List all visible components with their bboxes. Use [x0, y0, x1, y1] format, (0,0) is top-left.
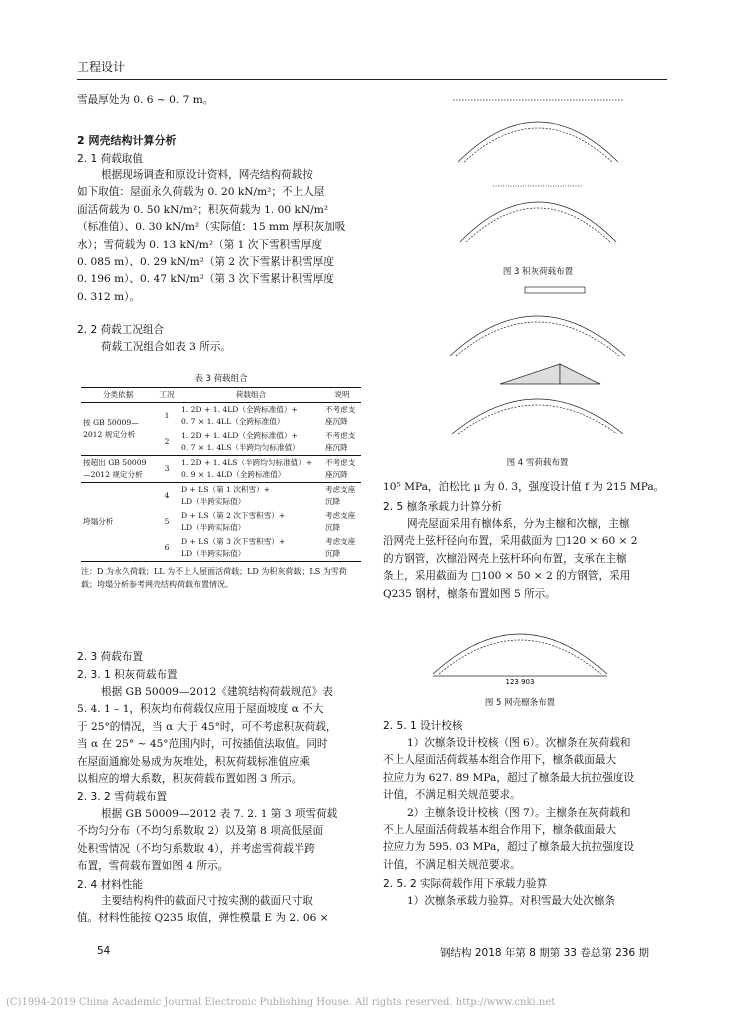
text-line: （标准值）、0. 30 kN/m²（实际值：15 mm 厚积灰加吸 — [77, 221, 346, 234]
text-line: 根据 GB 50009—2012《建筑结构荷载规范》表 — [101, 686, 333, 698]
design-check-paragraph — [383, 735, 673, 874]
cell-case: 2 — [164, 437, 170, 446]
section-2-5-1-title: 2. 5. 1 设计校核 — [383, 720, 463, 732]
cell-combo — [179, 483, 323, 510]
cell-case: 3 — [155, 456, 179, 483]
text-line: 于 25°的情况，当 α 大于 45°时，可不考虑积灰荷载， — [77, 720, 337, 733]
cell-basis: 垮塌分析 — [81, 483, 155, 562]
combo-line: 1. 2D + 1. 4LD（全跨标准值）+ — [181, 405, 298, 414]
combo-line: LD（半跨实际值） — [181, 497, 246, 506]
text-line: 条上，采用截面为 □100 × 50 × 2 的方钢管，采用 — [383, 570, 631, 583]
material-continued — [383, 479, 673, 496]
fig3-upper-arch — [453, 100, 623, 162]
col-header-combo: 荷载组合 — [179, 388, 323, 403]
text-line: 以相应的增大系数，积灰荷载布置如图 3 所示。 — [77, 772, 303, 785]
text-line: 计值，不满足相关规范要求。 — [383, 789, 521, 802]
text-line: 网壳屋面采用有檩体系，分为主檩和次檩，主檩 — [407, 518, 630, 530]
load-values-paragraph — [77, 167, 365, 306]
cell-case: 4 — [155, 483, 179, 510]
combo-line: LD（半跨实际值） — [181, 523, 246, 532]
cell-basis: 按 GB 50009—2012 规定分析 — [83, 418, 139, 439]
table-3-note: 注：D 为永久荷载；LL 为不上人屋面活荷载；LD 为积灰荷载；LS 为雪荷载；垮塌分析参考网壳结构荷载布置情况。 — [81, 567, 347, 589]
text-line: 不均匀分布（不均匀系数取 2）以及第 8 项高低屋面 — [77, 825, 324, 838]
section-2-2-title: 2. 2 荷载工况组合 — [77, 324, 165, 336]
capacity-paragraph — [383, 893, 673, 910]
text-line: 布置，雪荷载布置如图 4 所示。 — [77, 860, 229, 873]
text-line: 1）次檩条设计校核（图 6）。次檩条在灰荷载和 — [407, 737, 631, 749]
text-line: 水）；雪荷载为 0. 13 kN/m²（第 1 次下雪积雪厚度 — [77, 238, 322, 251]
fig4-upper-arch — [450, 287, 625, 356]
fig5-dimension: 123 903 — [505, 678, 535, 686]
text-line: 主要结构构件的截面尺寸按实测的截面尺寸取 — [101, 895, 313, 907]
cell-note: 考虑支座沉降 — [323, 483, 361, 510]
cell-note: 不考虑支座沉降 — [325, 405, 356, 426]
fig5-arch — [433, 634, 607, 676]
text-line: 值。材料性能按 Q235 取值，弹性模量 E 为 2. 06 × — [77, 912, 329, 925]
combo-line: 0. 7 × 1. 4LS（半跨均匀标准值） — [181, 443, 300, 452]
text-line: 0. 085 m）、0. 29 kN/m²（第 2 次下雪累计积雪厚度 — [77, 255, 334, 268]
cell-note: 考虑支座沉降 — [325, 511, 356, 532]
text-line: 0. 312 m）。 — [77, 290, 140, 303]
text-line: 5. 4. 1 – 1，积灰均布荷载仅应用于屋面坡度 α 不大 — [77, 703, 324, 716]
text-line: 拉应力为 595. 03 MPa，超过了檩条最大抗拉强度设 — [383, 841, 635, 854]
section-2-3-2-title: 2. 3. 2 雪荷载布置 — [77, 791, 168, 803]
table-3-title: 表 3 荷载组合 — [194, 374, 248, 384]
text-line: 如下取值：屋面永久荷载为 0. 20 kN/m²；不上人屋 — [77, 186, 325, 199]
cell-combo — [179, 403, 323, 430]
cell-combo — [179, 535, 323, 561]
figure-3-drawing — [448, 92, 628, 242]
combo-line: D + LS（第 1 次积雪）+ — [181, 485, 271, 494]
table-row — [81, 483, 361, 510]
combo-line: D + LS（第 2 次下雪积雪）+ — [181, 511, 286, 520]
text-line: 计值，不满足相关规范要求。 — [383, 858, 521, 871]
page-number: 54 — [97, 945, 111, 957]
text-line: 0. 196 m）、0. 47 kN/m²（第 3 次下雪累计积雪厚度 — [77, 273, 334, 286]
combo-line: 0. 7 × 1. 4LL（全跨标准值） — [181, 417, 285, 426]
load-combo-text: 荷载工况组合如表 3 所示。 — [101, 341, 232, 353]
header-rule — [77, 79, 667, 80]
combo-line: 1. 2D + 1. 4LS（半跨均匀标准值）+ — [181, 458, 313, 467]
text-line: 的方钢管，次檩沿网壳上弦杆环向布置，支承在主檩 — [383, 552, 627, 565]
text-line: 2）主檩条设计校核（图 7）。主檩条在灰荷载和 — [407, 806, 631, 819]
section-2-3-1-title: 2. 3. 1 积灰荷载布置 — [77, 669, 178, 681]
combo-line: 1. 2D + 1. 4LD（全跨标准值）+ — [181, 431, 298, 440]
table-3-grid — [81, 388, 361, 561]
intro-line: 雪最厚处为 0. 6 ~ 0. 7 m。 — [77, 94, 214, 106]
figure-4-caption: 图 4 雪荷载布置 — [506, 458, 569, 468]
material-paragraph — [77, 893, 365, 928]
figure-4-drawing — [440, 284, 635, 434]
combo-line: 0. 9 × 1. 4LD（全跨标准值） — [181, 470, 286, 479]
col-header-note: 说明 — [323, 388, 361, 403]
text-line: 处积雪情况（不均匀系数取 4），并考虑雪荷载半跨 — [77, 842, 315, 855]
text-line: 根据 GB 50009—2012 表 7. 2. 1 第 3 项雪荷载 — [101, 808, 338, 820]
journal-issue: 钢结构 2018 年第 8 期第 33 卷总第 236 期 — [440, 947, 650, 959]
material-continued-line: 10⁵ MPa，泊松比 μ 为 0. 3，强度设计值 f 为 215 MPa。 — [383, 481, 665, 493]
text-line: 1）次檩条承载力验算。对积雪最大处次檩条 — [407, 895, 616, 907]
section-2-title: 2 网壳结构计算分析 — [77, 134, 177, 147]
table-row — [81, 403, 361, 430]
cell-combo — [179, 429, 323, 456]
running-header: 工程设计 — [77, 60, 126, 74]
section-2-5-2-title: 2. 5. 2 实际荷载作用下承载力验算 — [383, 878, 548, 890]
cell-combo — [179, 456, 323, 483]
text-line: 当 α 在 25° ~ 45°范围内时，可按插值法取值。同时 — [77, 738, 328, 751]
fig4-lower-arch — [452, 364, 623, 434]
text-line: Q235 钢材，檩条布置如图 5 所示。 — [383, 587, 556, 600]
text-line: 沿网壳上弦杆径向布置，采用截面为 □120 × 60 × 2 — [383, 535, 638, 548]
table-row — [81, 456, 361, 483]
figure-5-caption: 图 5 网壳檩条布置 — [484, 698, 556, 708]
cell-case: 5 — [164, 517, 170, 526]
section-2-1-title: 2. 1 荷载取值 — [77, 153, 143, 165]
cell-case: 1 — [164, 411, 170, 420]
intro-paragraph — [77, 92, 365, 109]
snow-load-paragraph — [77, 806, 365, 876]
text-line: 根据现场调查和原设计资料，网壳结构荷载按 — [101, 169, 313, 181]
figure-3-caption: 图 3 积灰荷载布置 — [502, 267, 574, 277]
col-header-basis: 分类依据 — [81, 388, 155, 403]
text-line: 不上人屋面活荷载基本组合作用下，檩条截面最大 — [383, 754, 617, 767]
section-2-3-title: 2. 3 荷载布置 — [77, 651, 143, 663]
purlin-paragraph — [383, 516, 673, 603]
dust-load-paragraph — [77, 684, 365, 788]
cell-basis: 按超出 GB 50009—2012 规定分析 — [81, 456, 155, 483]
combo-line: D + LS（第 3 次下雪积雪）+ — [181, 537, 286, 546]
col-header-case: 工况 — [155, 388, 179, 403]
fig3-lower-arch — [460, 186, 616, 242]
section-2-4-title: 2. 4 材料性能 — [77, 879, 143, 891]
cell-case: 6 — [164, 543, 170, 552]
figure-5-drawing — [425, 606, 615, 686]
cell-note: 考虑支座沉降 — [325, 537, 356, 558]
cell-note: 不考虑支座沉降 — [325, 431, 356, 452]
combo-line: LD（半跨实际值） — [181, 549, 246, 558]
text-line: 面活荷载为 0. 50 kN/m²；积灰荷载为 1. 00 kN/m² — [77, 203, 329, 216]
section-2-5-title: 2. 5 檩条承载力计算分析 — [383, 501, 502, 513]
text-line: 在屋面通廊处易成为灰堆处，积灰荷载标准值应乘 — [77, 755, 311, 768]
text-line: 不上人屋面活荷载基本组合作用下，檩条截面最大 — [383, 823, 617, 836]
watermark: (C)1994-2019 China Academic Journal Electronic Publishing House. All rights reserved. http://www.cnki.net — [6, 997, 556, 1008]
table-3 — [81, 372, 361, 591]
cell-combo — [179, 509, 323, 535]
text-line: 拉应力为 627. 89 MPa，超过了檩条最大抗拉强度设 — [383, 771, 635, 784]
cell-note: 不考虑支座沉降 — [323, 456, 361, 483]
